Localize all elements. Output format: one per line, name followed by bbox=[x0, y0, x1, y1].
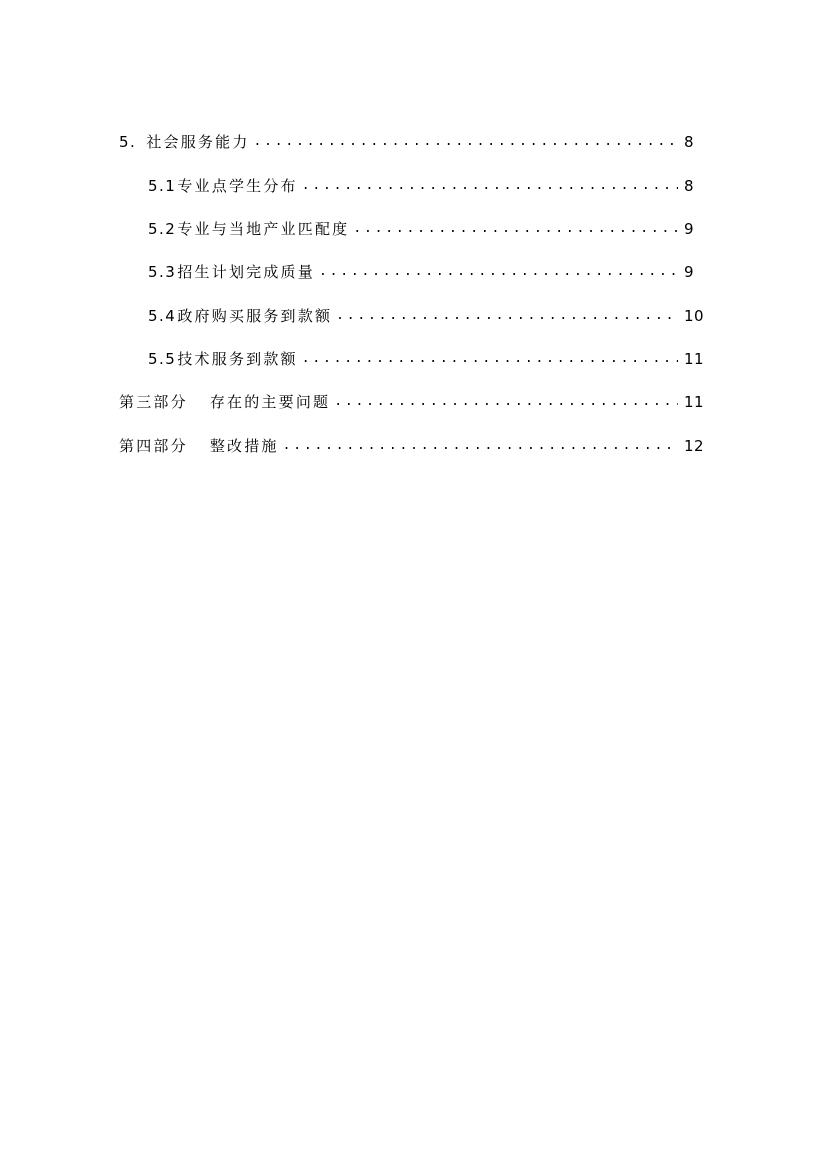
toc-entry-page: 9 bbox=[684, 220, 695, 238]
toc-part-gap bbox=[188, 436, 210, 456]
toc-dot-leader bbox=[283, 436, 678, 456]
toc-entry-title: 专业与当地产业匹配度 bbox=[177, 220, 350, 238]
toc-dot-leader bbox=[353, 219, 678, 239]
toc-dot-leader bbox=[319, 262, 678, 282]
toc-entry-page: 12 bbox=[684, 437, 705, 455]
toc-entry-title: 技术服务到款额 bbox=[177, 350, 298, 368]
toc-entry[interactable] bbox=[148, 172, 694, 196]
toc-entry-title: 存在的主要问题 bbox=[209, 393, 331, 411]
toc-dot-leader bbox=[334, 392, 678, 412]
toc-entry-page: 11 bbox=[684, 350, 705, 368]
toc-entry[interactable] bbox=[119, 432, 705, 456]
toc-entry[interactable] bbox=[148, 215, 694, 239]
toc-entry-title: 整改措施 bbox=[209, 437, 279, 455]
toc-entry-title: 专业点学生分布 bbox=[177, 177, 298, 195]
toc-entry-page: 11 bbox=[684, 393, 705, 411]
toc-entry-page: 9 bbox=[684, 263, 695, 281]
toc-entry-number: 5.4 bbox=[148, 307, 177, 325]
toc-entry[interactable] bbox=[148, 345, 705, 369]
toc-entry-number: 5.5 bbox=[148, 350, 177, 368]
toc-part-label: 第四部分 bbox=[119, 437, 188, 455]
toc-entry[interactable] bbox=[119, 128, 694, 152]
toc-entry-page: 8 bbox=[684, 177, 695, 195]
toc-entry-number: 5.2 bbox=[148, 220, 177, 238]
toc-entry[interactable] bbox=[119, 388, 705, 412]
toc-dot-leader bbox=[302, 176, 678, 196]
toc-dot-leader bbox=[336, 306, 678, 326]
toc-entry-title: 政府购买服务到款额 bbox=[177, 307, 333, 325]
toc-part-gap bbox=[188, 392, 210, 412]
toc-entry-title: 社会服务能力 bbox=[146, 133, 250, 151]
toc-entry-number: 5.1 bbox=[148, 177, 177, 195]
toc-entry[interactable] bbox=[148, 258, 694, 282]
toc-dot-leader bbox=[254, 132, 678, 152]
toc-entry-title: 招生计划完成质量 bbox=[177, 263, 315, 281]
toc-entry[interactable] bbox=[148, 302, 705, 326]
toc-entry-number: 5.3 bbox=[148, 263, 177, 281]
toc-entry-page: 10 bbox=[684, 307, 705, 325]
toc-entry-number: 5. bbox=[119, 133, 137, 151]
toc-dot-leader bbox=[302, 349, 678, 369]
toc-entry-page: 8 bbox=[684, 133, 695, 151]
toc-part-label: 第三部分 bbox=[119, 393, 188, 411]
